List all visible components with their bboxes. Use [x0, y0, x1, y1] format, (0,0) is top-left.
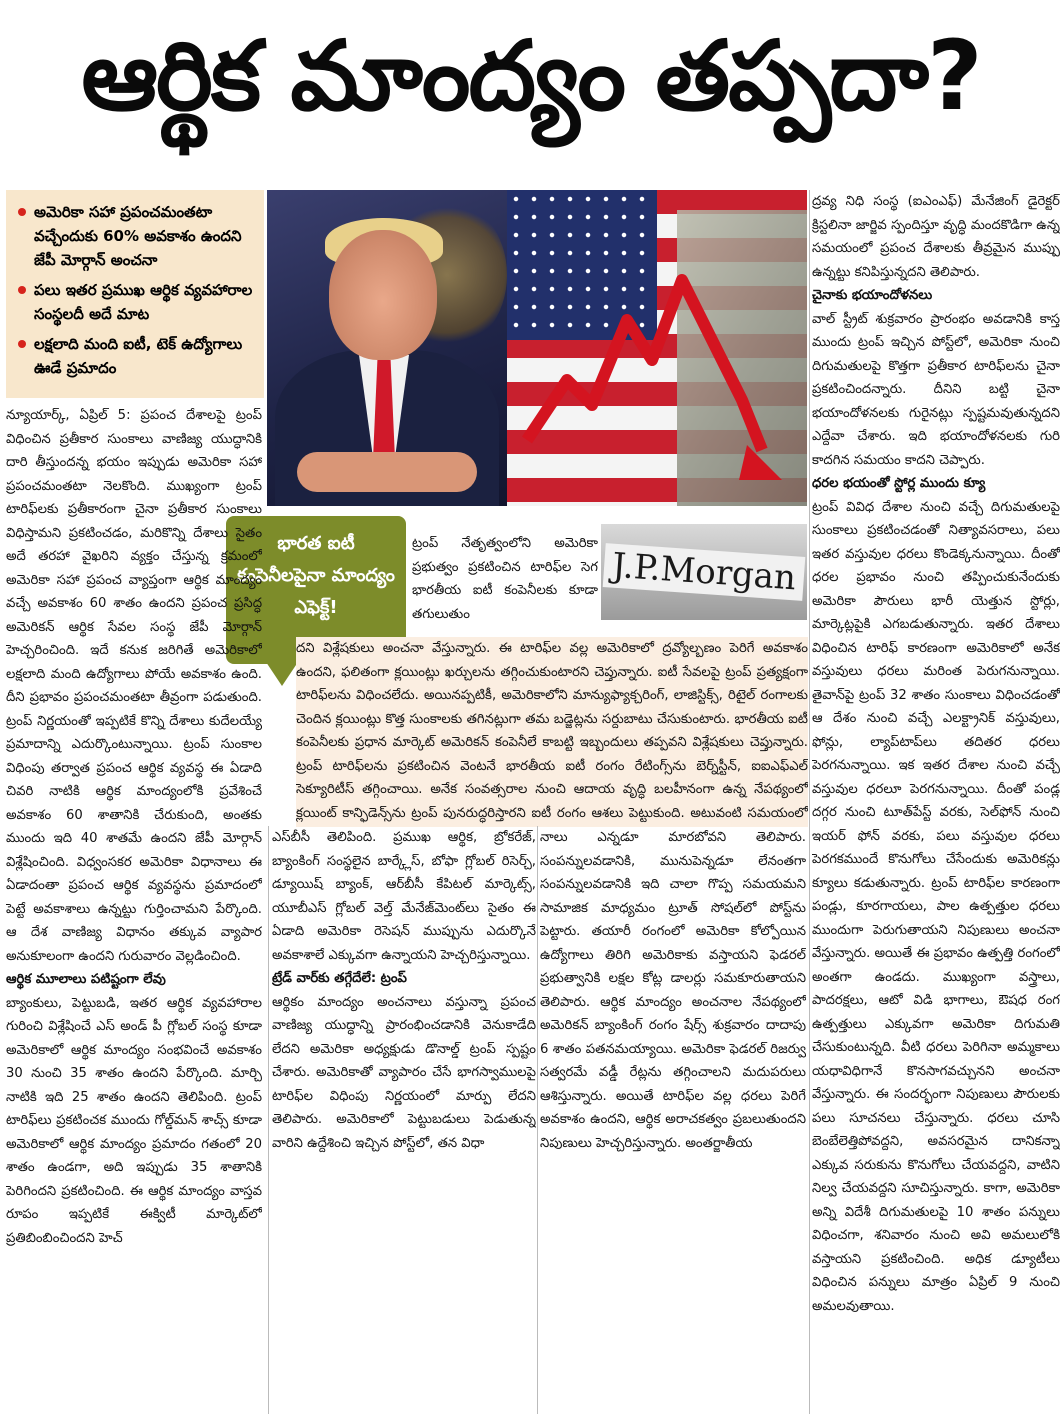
- column-divider: [809, 190, 810, 1414]
- paragraph: నాలు ఎన్నడూ మారబోవని తెలిపారు. సంపన్నులవడానికి, మునుపెన్నడూ లేనంతగా సంపన్నులవడానికి ఇది చాలా గొప్ప సమయమని సామాజిక మాధ్యమం ట్రూత్ సోషల్‌లో పోస్ట్‌ను పెట్టారు. తయారీ రంగంలో అమెరికా కోల్పోయిన ఉద్యోగాలు తిరిగి అమెరికాకు వస్తాయని ఫెడరల్ ప్రభుత్వానికి లక్షల కోట్ల డాలర్లు సమకూరుతాయని తెలిపారు. ఆర్థిక మాంద్యం అంచనాల నేపథ్యంలో అమెరికన్ బ్యాంకింగ్ రంగం షేర్స్ శుక్రవారం దాదాపు 6 శాతం పతనమయ్యాయి. అమెరికా ఫెడరల్ రిజర్వు సత్వరమే వడ్డీ రేట్లను తగ్గించాలని మదుపరులు ఆశిస్తున్నారు. అయితే టారిఫ్‌ల వల్ల ధరలు పెరిగే అవకాశం ఉందని, ఆర్థిక అరాచకత్వం ప్రబలుతుందని నిపుణులు హెచ్చరిస్తున్నారు. అంతర్జాతీయ: [540, 830, 806, 1151]
- page-title: ఆర్థిక మాంద్యం తప్పదా?: [81, 19, 981, 132]
- trump-photo: [267, 190, 507, 506]
- highlight-item: పలు ఇతర ప్రముఖ ఆర్థిక వ్యవహారాల సంస్థలదీ అదే మాట: [16, 278, 256, 326]
- paragraph: బ్యాంకులు, పెట్టుబడి, ఇతర ఆర్థిక వ్యవహారాల గురించి విశ్లేషించే ఎస్ అండ్ పీ గ్లోబల్ సంస్థ కూడా అమెరికాలో ఆర్థిక మాంద్యం సంభవించే అవకాశం 30 నుంచి 35 శాతం ఉందని పేర్కొంది. మార్చి నాటికి ఇది 25 శాతం ఉందని తెలిపింది. ట్రంప్ టారిఫ్‌లు ప్రకటించక ముందు గోల్డ్‌మన్ శాచ్స్ కూడా అమెరికాలో ఆర్థిక మాంద్యం ప్రమాదం గతంలో 20 శాతం ఉండగా, అది ఇప్పుడు 35 శాతానికి పెరిగిందని ప్రకటించింది. ఈ ఆర్థిక మాంద్యం వాస్తవ రూపం ఇప్పటికే ఈక్విటీ మార్కెట్‌లో ప్రతిబింబించిందని హెచ్: [6, 995, 262, 1246]
- article-column-1: [6, 404, 262, 1414]
- hands-shape: [297, 452, 477, 492]
- sidebar-article-intro: ట్రంప్ నేతృత్వంలోని అమెరికా ప్రభుత్వం ప్రకటించిన టారిఫ్‌ల సెగ భారతీయ ఐటీ కంపెనీలకు కూడా తగులుతుం: [412, 536, 598, 622]
- article-column-2: [272, 826, 536, 1414]
- subheading: ఆర్థిక మూలాలు పటిష్టంగా లేవు: [6, 972, 166, 987]
- falling-arrow-graphic: [507, 190, 807, 506]
- highlights-box: [6, 190, 264, 398]
- paragraph: ఆర్థికం మాంద్యం అంచనాలు వస్తున్నా ప్రపంచ వాణిజ్య యుద్ధాన్ని ప్రారంభించడానికి వెనుకాడేది లేదని అమెరికా అధ్యక్షుడు డొనాల్డ్ ట్రంప్ స్పష్టం చేశారు. అమెరికాతో వ్యాపారం చేసే భాగస్వాములపై టారిఫ్‌ల విధింపు నిర్ణయంలో మార్పు లేదని తెలిపారు. అమెరికాలో పెట్టుబడులు పెడుతున్న వారిని ఉద్దేశించి ఇచ్చిన పోస్ట్‌లో, తన విధా: [272, 994, 536, 1151]
- highlight-item: అమెరికా సహా ప్రపంచమంతటా వచ్చేందుకు 60% అవకాశం ఉందని జేపీ మోర్గాన్ అంచనా: [16, 200, 256, 272]
- head-shape: [329, 230, 437, 360]
- column-divider: [268, 826, 269, 1414]
- paragraph: ద్రవ్య నిధి సంస్థ (ఐఎంఎఫ్) మేనేజింగ్ డైరెక్టర్ క్రిస్టలినా జార్జివ స్పందిస్తూ వృద్ధి మందకొడిగా ఉన్న సమయంలో ప్రపంచ దేశాలకు తీవ్రమైన ముప్పు ఉన్నట్టు కనిపిస్తున్నదని తెలిపారు.: [812, 194, 1060, 280]
- article-column-3: [540, 826, 806, 1414]
- jpmorgan-photo: [601, 524, 807, 620]
- jpmorgan-sign: J.P.Morgan: [603, 543, 806, 601]
- highlight-item: లక్షలాది మంది ఐటీ, టెక్ ఉద్యోగాలు ఊడే ప్రమాదం: [16, 332, 256, 380]
- paragraph: న్యూయార్క్, ఏప్రిల్ 5: ప్రపంచ దేశాలపై ట్రంప్ విధించిన ప్రతీకార సుంకాలు వాణిజ్య యుద్ధానికి దారి తీస్తుందన్న భయం ఇప్పుడు అమెరికా సహా ప్రపంచమంతటా నెలకొంది. ముఖ్యంగా ట్రంప్ టారిఫ్‌లకు ప్రతీకారంగా చైనా ప్రతీకార సుంకాలు విధిస్తామని ప్రకటించడం, మరికొన్ని దేశాలు సైతం అదే తరహా వైఖరిని వ్యక్తం చేస్తున్న క్రమంలో అమెరికా సహా ప్రపంచ వ్యాప్తంగా ఆర్థిక మాంద్యం వచ్చే అవకాశం 60 శాతం ఉందని ప్రపంచ ప్రసిద్ధ అమెరికన్ ఆర్థిక సేవల సంస్థ జేపీ మోర్గాన్ హెచ్చరించింది. ఇదే కనుక జరిగితే అమెరికాలో లక్షలాది మంది ఉద్యోగాలు పోయే అవకాశం ఉంది. దీని ప్రభావం ప్రపంచమంతటా తీవ్రంగా పడుతుంది. ట్రంప్ నిర్ణయంతో ఇప్పటికే కొన్ని దేశాలు కుదేలయ్యే ప్రమాదాన్ని ఎదుర్కొంటున్నాయి. ట్రంప్ సుంకాల విధింపు తర్వాత ప్రపంచ ఆర్థిక వ్యవస్థ ఈ ఏడాది చివరి నాటికి ఆర్థిక మాంద్యంలోకి ప్రవేశించే అవకాశం 60 శాతానికి చేరుకుంది, అంతకు ముందు ఇది 40 శాతమే ఉందని జేపీ మోర్గాన్ విశ్లేషించింది. విధ్వంసకర అమెరికా విధానాలు ఈ ఏడాదంతా ప్రపంచ ఆర్థిక వ్యవస్థను ప్రమాదంలో పెట్టే అవకాశాలు ఉన్నట్టు గుర్తించామని పేర్కొంది. ఆ దేశ వాణిజ్య విధానం తక్కువ వ్యాపార అనుకూలంగా ఉందని గురువారం వెల్లడించింది.: [6, 408, 262, 964]
- callout-box: భారత ఐటీ కంపెనీలపైనా మాంద్యం ఎఫెక్ట్!: [226, 516, 406, 664]
- subheading: ధరల భయంతో స్టోర్ల ముందు క్యూ: [812, 476, 986, 491]
- sidebar-article-body: దని విశ్లేషకులు అంచనా వేస్తున్నారు. ఈ టారిఫ్‌ల వల్ల అమెరికాలో ద్రవ్యోల్బణం పెరిగే అవకాశం ఉందని, ఫలితంగా క్లయింట్లు ఖర్చులను తగ్గించుకుంటారని చెప్తున్నారు. ఐటీ సేవలపై ట్రంప్ ప్రత్యక్షంగా టారిఫ్‌లను విధించలేదు. అయినప్పటికీ, అమెరికాలోని మాన్యుఫ్యాక్చరింగ్, లాజిస్టిక్స్, రిటైల్ రంగాలకు చెందిన క్లయింట్లు కొత్త సుంకాలకు తగినట్లుగా తమ బడ్జెట్లను సర్దుబాటు చేసుకుంటారు. భారతీయ ఐటీ కంపెనీలకు ప్రధాన మార్కెట్ అమెరికన్ కంపెనీలే కాబట్టి ఇబ్బందులు తప్పవని విశ్లేషకులు చెప్తున్నారు. ట్రంప్ టారిఫ్‌లను ప్రకటించిన వెంటనే భారతీయ ఐటీ రంగం రేటింగ్స్‌ను బెర్న్‌స్టీన్, ఐఐఎఫ్ఎల్ సెక్యూరిటీస్ తగ్గించాయి. అనేక సంవత్సరాల నుంచి ఆదాయ వృద్ధి బలహీనంగా ఉన్న నేపథ్యంలో క్లయింట్ కాన్ఫిడెన్స్‌ను ట్రంప్ పునరుద్ధరిస్తారని ఐటీ రంగం ఆశలు పెట్టుకుంది. అటువంటి సమయంలో: [296, 637, 808, 827]
- paragraph: ఎస్‌బీసీ తెలిపింది. ప్రముఖ ఆర్థిక, బ్రోకరేజ్, బ్యాంకింగ్ సంస్థలైన బార్క్లేస్, బోఫా గ్లోబల్ రిసెర్చ్, డ్యూయిష్ బ్యాంక్, ఆర్‌బీసీ కేపిటల్ మార్కెట్స్, యూబీఎస్ గ్లోబల్ వెల్త్ మేనేజ్‌మెంట్‌లు సైతం ఈ ఏడాది అమెరికా రెసెషన్ ముప్పును ఎదుర్కొనే అవకాశాలే ఎక్కువగా ఉన్నాయని హెచ్చరిస్తున్నాయి.: [272, 830, 536, 963]
- article-column-4: [812, 190, 1060, 1414]
- subheading: చైనాకు భయాందోళనలు: [812, 288, 933, 303]
- subheading: ట్రేడ్ వార్‌కు తగ్గేదేలే: ట్రంప్: [272, 971, 407, 986]
- column-divider: [537, 826, 538, 1414]
- paragraph: వాల్ స్ట్రీట్ శుక్రవారం ప్రారంభం అవడానికి కాస్త ముందు ట్రంప్ ఇచ్చిన పోస్ట్‌లో, అమెరికా నుంచి దిగుమతులపై కొత్తగా ప్రతీకార టారిఫ్‌లను చైనా ప్రకటించిందన్నారు. దీనిని బట్టి చైనా భయాందోళనలకు గురైనట్లు స్పష్టమవుతున్నదని ఎద్దేవా చేశారు. ఇది భయాందోళనలకు గురి కాదగిన సమయం కాదని చెప్పారు.: [812, 311, 1060, 468]
- flag-chart-photo: [507, 190, 807, 506]
- paragraph: ట్రంప్ వివిధ దేశాల నుంచి వచ్చే దిగుమతులపై సుంకాలు ప్రకటించడంతో నిత్యావసరాలు, పలు ఇతర వస్తువుల ధరలు కొండెక్కనున్నాయి. దీంతో ధరల ప్రభావం నుంచి తప్పించుకునేందుకు అమెరికా పౌరులు భారీ యెత్తున స్టోర్లు, మార్కెట్లపైకి ఎగబడుతున్నారు. ఇతర దేశాలు విధించిన టారిఫ్ కారణంగా అమెరికాలో అనేక వస్తువులు ధరలు మరింత పెరుగనున్నాయి. తైవాన్‌పై ట్రంప్ 32 శాతం సుంకాలు విధించడంతో ఆ దేశం నుంచి వచ్చే ఎలక్ట్రానిక్ వస్తువులు, ఫోన్లు, ల్యాప్‌టాప్‌లు తదితర ధరలు పెరగనున్నాయి. ఇక ఇతర దేశాల నుంచి వచ్చే వస్తువుల ధరలూ పెరగనున్నాయి. దీంతో పండ్ల దగ్గర నుంచి టూత్‌పేస్ట్ వరకు, సెల్‌ఫోన్ నుంచి ఇయర్ ఫోన్ వరకు, పలు వస్తువుల ధరలు పెరగకముందే కొనుగోలు చేసేందుకు అమెరికన్లు క్యూలు కడుతున్నారు. ట్రంప్ టారిఫ్‌ల కారణంగా పండ్లు, కూరగాయలు, పాల ఉత్పత్తుల ధరలు ముందుగా పెరుగుతాయని నిపుణులు అంచనా వేస్తున్నారు. అయితే ఈ ప్రభావం ఉత్పత్తి రంగంలో అంతగా ఉండదు. ముఖ్యంగా వస్త్రాలు, పాదరక్షలు, ఆటో విడి భాగాలు, ఔషధ రంగ ఉత్పత్తులు ఎక్కువగా అమెరికా దిగుమతి చేసుకుంటున్నది. వీటి ధరలు పెరిగినా అమ్మకాలు యధావిధిగానే కొనసాగవచ్చునని అంచనా వేస్తున్నారు. ఈ సందర్భంగా నిపుణులు పౌరులకు పలు సూచనలు చేస్తున్నారు. ధరలు చూసి బెంబేలెత్తిపోవద్దని, అవసరమైన దానికన్నా ఎక్కువ సరుకును కొనుగోలు చేయవద్దని, వాటిని నిల్వ చేయవద్దని సూచిస్తున్నారు. కాగా, అమెరికా అన్ని విదేశీ దిగుమతులపై 10 శాతం పన్నులు విధించగా, శనివారం నుంచి అవి అమలులోకి వస్తాయని ప్రకటించింది. అధిక డ్యూటీలు విధించిన పన్నులు మాత్రం ఏప్రిల్ 9 నుంచి అమలవుతాయి.: [812, 499, 1060, 1314]
